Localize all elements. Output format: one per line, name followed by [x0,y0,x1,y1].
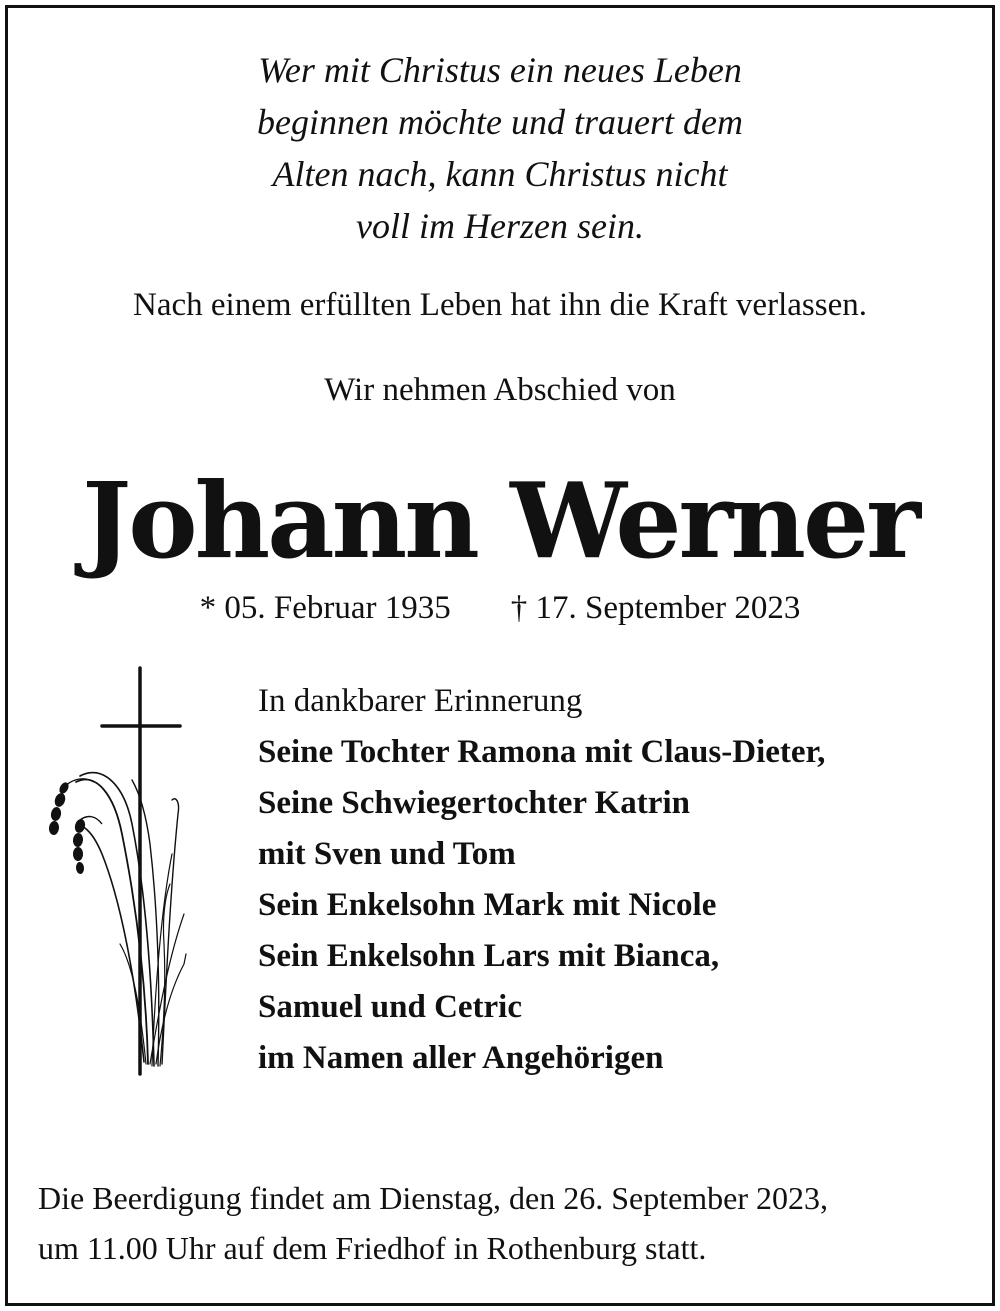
deceased-name: Johann Werner [82,459,918,582]
verse-line: Alten nach, kann Christus nicht [272,154,728,194]
intro-text: Nach einem erfüllten Leben hat ihn die Kraft verlassen. [133,287,867,323]
verse-line: beginnen möchte und trauert dem [257,102,743,142]
mourner-line: Seine Tochter Ramona mit Claus-Dieter, [258,734,826,770]
birth-date: * 05. Februar 1935 [199,590,451,626]
mourners-heading: In dankbarer Erinnerung [258,683,583,719]
bible-verse [0,44,1000,252]
funeral-info [38,1173,978,1273]
verse-line: voll im Herzen sein. [356,206,644,246]
mourners-block [258,676,978,1084]
farewell-text: Wir nehmen Abschied von [324,372,676,408]
mourner-line: Sein Enkelsohn Lars mit Bianca, [258,938,720,974]
verse-line: Wer mit Christus ein neues Leben [258,50,742,90]
cross-with-grass-icon [36,664,196,1084]
funeral-line: Die Beerdigung findet am Dienstag, den 26. September 2023, [38,1180,829,1216]
mourner-line: Samuel und Cetric [258,989,522,1025]
life-dates [0,584,1000,632]
mourner-line: im Namen aller Angehörigen [258,1040,664,1076]
mourner-line: Seine Schwiegertochter Katrin [258,785,690,821]
death-date: † 17. September 2023 [510,590,801,626]
mourner-line: mit Sven und Tom [258,836,516,872]
mourner-line: Sein Enkelsohn Mark mit Nicole [258,887,717,923]
funeral-line: um 11.00 Uhr auf dem Friedhof in Rothenburg statt. [38,1230,707,1266]
